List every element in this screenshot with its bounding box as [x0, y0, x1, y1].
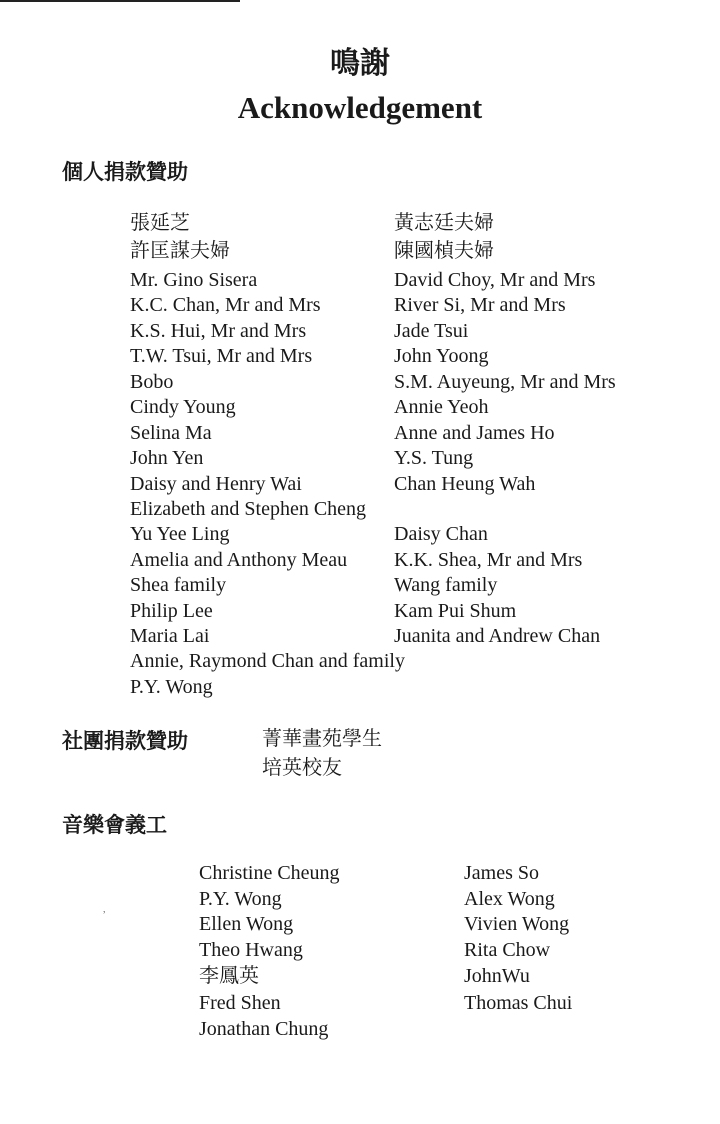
stray-mark: ,: [103, 904, 106, 915]
individual-donor-left: Elizabeth and Stephen Cheng: [130, 498, 367, 520]
individual-donor-right: Daisy Chan: [394, 523, 488, 545]
individual-donor-left: Maria Lai: [130, 625, 210, 647]
heading-individual-donations: 個人捐款贊助: [62, 160, 188, 184]
individual-donor-left: Daisy and Henry Wai: [130, 473, 302, 495]
individual-donor-left: John Yen: [130, 447, 204, 469]
volunteer-right: JohnWu: [464, 965, 530, 987]
individual-donor-left: Shea family: [130, 574, 227, 596]
individual-donor-left: K.C. Chan, Mr and Mrs: [130, 294, 321, 316]
individual-donor-left: Mr. Gino Sisera: [130, 269, 258, 291]
page-title-english: Acknowledgement: [237, 90, 483, 125]
volunteer-right: James So: [464, 862, 539, 884]
individual-donor-left: T.W. Tsui, Mr and Mrs: [130, 345, 313, 367]
volunteer-right: Vivien Wong: [464, 913, 570, 935]
individual-donor-right: 黃志廷夫婦: [394, 212, 494, 234]
individual-donor-right: John Yoong: [394, 345, 489, 367]
individual-donor-right: Wang family: [394, 574, 498, 596]
individual-donor-left: Amelia and Anthony Meau: [130, 549, 348, 571]
top-rule: [0, 0, 240, 2]
volunteer-left: P.Y. Wong: [199, 888, 282, 910]
individual-donor-left: Bobo: [130, 371, 174, 393]
individual-donor-right: Jade Tsui: [394, 320, 469, 342]
individual-donor-left: K.S. Hui, Mr and Mrs: [130, 320, 307, 342]
organization-donor: 培英校友: [262, 757, 342, 779]
individual-donor-left: Philip Lee: [130, 600, 213, 622]
individual-donor-right: 陳國楨夫婦: [394, 240, 494, 262]
individual-donor-right: River Si, Mr and Mrs: [394, 294, 566, 316]
volunteer-left: 李鳳英: [199, 965, 259, 987]
volunteer-left: Ellen Wong: [199, 913, 294, 935]
volunteer-left: Theo Hwang: [199, 939, 303, 961]
volunteer-left: Jonathan Chung: [199, 1018, 329, 1040]
heading-concert-volunteers: 音樂會義工: [62, 813, 167, 837]
individual-donor-left: Annie, Raymond Chan and family: [130, 650, 405, 672]
individual-donor-right: Kam Pui Shum: [394, 600, 517, 622]
individual-donor-right: Chan Heung Wah: [394, 473, 536, 495]
individual-donor-left: Yu Yee Ling: [130, 523, 230, 545]
page-title-chinese: 鳴謝: [330, 47, 390, 80]
individual-donor-left: Cindy Young: [130, 396, 236, 418]
volunteer-right: Thomas Chui: [464, 992, 573, 1014]
individual-donor-right: Anne and James Ho: [394, 422, 555, 444]
organization-donor: 菁華畫苑學生: [262, 728, 382, 750]
individual-donor-right: Juanita and Andrew Chan: [394, 625, 601, 647]
individual-donor-right: David Choy, Mr and Mrs: [394, 269, 596, 291]
volunteer-right: Rita Chow: [464, 939, 551, 961]
volunteer-left: Christine Cheung: [199, 862, 340, 884]
individual-donor-left: 張延芝: [130, 212, 190, 234]
volunteer-left: Fred Shen: [199, 992, 281, 1014]
individual-donor-right: Annie Yeoh: [394, 396, 489, 418]
volunteer-right: Alex Wong: [464, 888, 555, 910]
individual-donor-right: Y.S. Tung: [394, 447, 474, 469]
individual-donor-left: 許匡謀夫婦: [130, 240, 230, 262]
individual-donor-left: Selina Ma: [130, 422, 212, 444]
individual-donor-right: S.M. Auyeung, Mr and Mrs: [394, 371, 616, 393]
individual-donor-left: P.Y. Wong: [130, 676, 213, 698]
individual-donor-right: K.K. Shea, Mr and Mrs: [394, 549, 583, 571]
heading-organization-donations: 社團捐款贊助: [62, 729, 188, 753]
